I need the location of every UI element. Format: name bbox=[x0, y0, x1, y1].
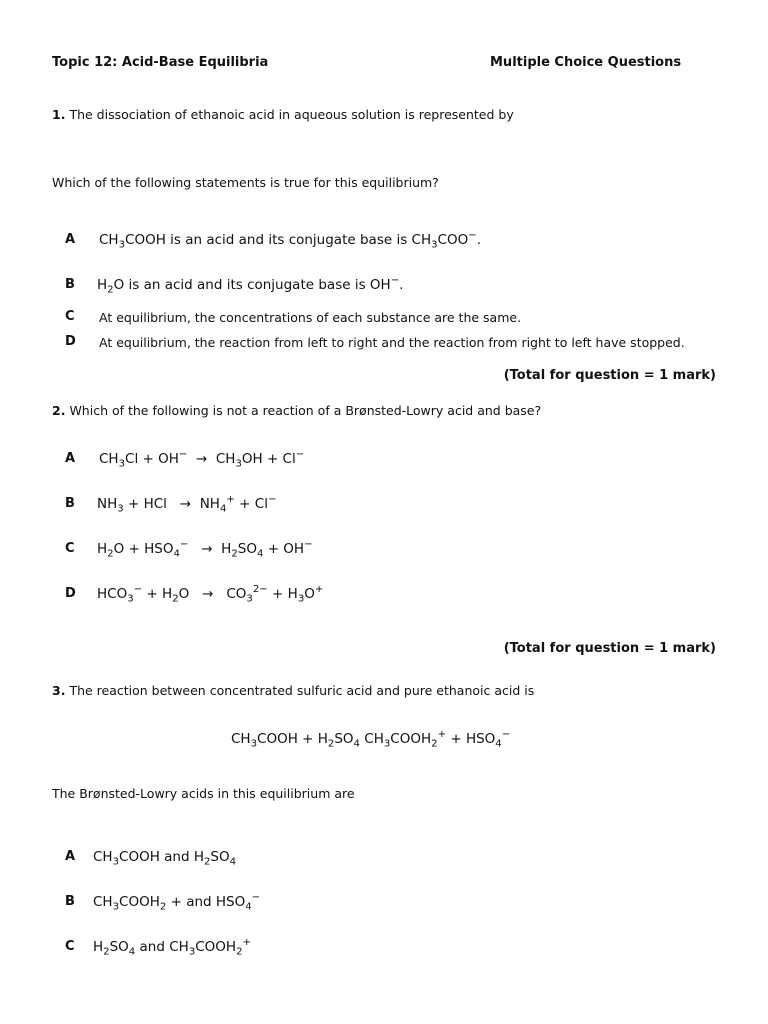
q2-number: 2. bbox=[52, 403, 66, 418]
q3-option-b-text: $CH_3COOH_2$ + and $HSO_4^-$ bbox=[93, 891, 261, 913]
q2-option-a-equation: $CH_3Cl + OH^- \to CH_3OH + Cl^-$ bbox=[99, 448, 305, 470]
q3-text: The reaction between concentrated sulfuric acid and pure ethanoic acid is bbox=[69, 683, 535, 698]
q1-total-marks: (Total for question = 1 mark) bbox=[503, 368, 716, 383]
q1-text: The dissociation of ethanoic acid in aqueous solution is represented by bbox=[69, 107, 514, 122]
q3-equation: $CH_3COOH + H_2SO_4$ $CH_3COOH_2^+ + HSO_4^-$ bbox=[231, 728, 511, 750]
q1-option-b-text: $H_2O$ is an acid and its conjugate base is OH−. bbox=[97, 274, 404, 296]
q1-option-a-text: $CH_3COOH$ is an acid and its conjugate base is $CH_3COO^-$. bbox=[99, 229, 482, 251]
q1-option-d-letter: D bbox=[65, 334, 76, 349]
q3-number: 3. bbox=[52, 683, 66, 698]
q1-stem bbox=[52, 107, 514, 122]
q2-option-b-letter: B bbox=[65, 496, 75, 511]
q2-option-c-letter: C bbox=[65, 541, 75, 556]
q1-option-c-text: At equilibrium, the concentrations of each substance are the same. bbox=[99, 310, 522, 325]
q3-option-a-text: $CH_3COOH$ and $H_2SO_4$ bbox=[93, 849, 237, 868]
q2-option-d-letter: D bbox=[65, 586, 76, 601]
q3-prompt: The Brønsted-Lowry acids in this equilibrium are bbox=[52, 786, 355, 801]
q2-text: Which of the following is not a reaction of a Brønsted-Lowry acid and base? bbox=[69, 403, 542, 418]
q1-option-c-letter: C bbox=[65, 309, 75, 324]
q3-option-c-letter: C bbox=[65, 939, 75, 954]
arrow-icon: → bbox=[179, 496, 192, 512]
q3-option-a-letter: A bbox=[65, 849, 76, 864]
q3-option-b-letter: B bbox=[65, 894, 75, 909]
q2-total-marks: (Total for question = 1 mark) bbox=[503, 641, 716, 656]
q1-number: 1. bbox=[52, 107, 66, 122]
question-type-title: Multiple Choice Questions bbox=[490, 55, 682, 70]
arrow-icon: → bbox=[202, 586, 214, 602]
q2-option-c-equation: $H_2O + HSO_4^-$ → $H_2SO_4 + OH^-$ bbox=[97, 538, 313, 560]
q1-option-d-text: At equilibrium, the reaction from left to right and the reaction from right to left have stopped. bbox=[99, 335, 685, 350]
arrow-icon: → bbox=[201, 541, 213, 557]
q1-option-b-letter: B bbox=[65, 277, 75, 292]
q2-option-a-letter: A bbox=[65, 451, 76, 466]
topic-title: Topic 12: Acid-Base Equilibria bbox=[52, 55, 269, 70]
q2-option-b-equation: $NH_3$ + HCl → $NH_4^+ + Cl^-$ bbox=[97, 493, 277, 515]
q2-stem bbox=[52, 403, 541, 418]
q1-prompt: Which of the following statements is true for this equilibrium? bbox=[52, 175, 439, 190]
q2-option-d-equation: $HCO_3^- + H_2O$ → $CO_3^{2-} + H_3O^+$ bbox=[97, 583, 324, 605]
q1-option-a-letter: A bbox=[65, 232, 76, 247]
arrow-icon: → bbox=[195, 451, 208, 467]
q3-option-c-text: $H_2SO_4$ and $CH_3COOH_2^+$ bbox=[93, 936, 252, 958]
q3-stem bbox=[52, 683, 534, 698]
